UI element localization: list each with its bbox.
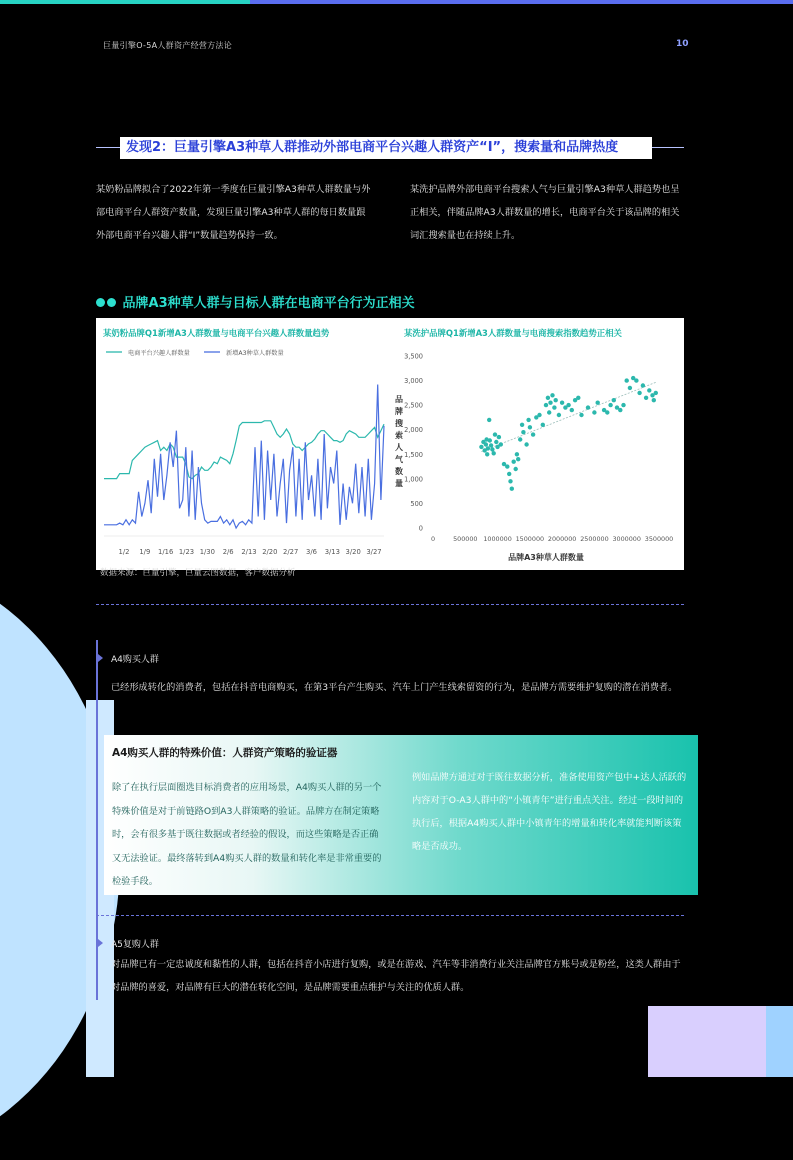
x-tick-label: 3/13	[324, 548, 340, 556]
caret-right-icon	[98, 939, 103, 947]
y-axis-title-char: 牌	[395, 407, 403, 416]
chart2-title: 某洗护品牌Q1新增A3人群数量与电商搜索指数趋势正相关	[404, 328, 622, 338]
caret-right-icon	[98, 654, 103, 662]
bullet-dot-icon	[107, 298, 116, 307]
y-axis-title-char: 数	[395, 467, 403, 476]
trendline	[481, 382, 655, 451]
scatter-point	[552, 405, 556, 409]
x-tick-label: 500000	[453, 535, 478, 543]
page-number: 10	[676, 39, 689, 49]
scatter-point	[528, 425, 532, 429]
scatter-point	[531, 432, 535, 436]
scatter-point	[592, 410, 596, 414]
scatter-point	[557, 413, 561, 417]
scatter-point	[586, 405, 590, 409]
scatter-point	[499, 442, 503, 446]
y-axis-title-char: 人	[395, 443, 403, 452]
x-tick-label: 3/20	[345, 548, 361, 556]
x-tick-label: 3000000	[612, 535, 641, 543]
y-axis-title-char: 搜	[395, 419, 403, 428]
scatter-point	[544, 403, 548, 407]
scatter-point	[554, 398, 558, 402]
scatter-point	[484, 442, 488, 446]
y-tick-label: 500	[410, 499, 423, 508]
legend-label: 电商平台兴趣人群数量	[128, 350, 190, 357]
scatter-point	[492, 451, 496, 455]
scatter-point	[641, 383, 645, 387]
top-accent-bar-teal	[0, 0, 250, 4]
scatter-point	[507, 472, 511, 476]
scatter-point	[520, 423, 524, 427]
x-tick-label: 1500000	[515, 535, 545, 543]
scatter-point	[612, 398, 616, 402]
y-tick-label: 3,000	[404, 377, 423, 386]
series-line	[104, 421, 384, 479]
scatter-point	[508, 479, 512, 483]
scatter-point	[514, 467, 518, 471]
scatter-point	[608, 403, 612, 407]
decorative-block-purple	[648, 1006, 766, 1077]
scatter-point	[566, 403, 570, 407]
y-tick-label: 2,000	[404, 426, 423, 435]
scatter-point	[510, 487, 514, 491]
scatter-point	[487, 418, 491, 422]
scatter-point	[576, 396, 580, 400]
scatter-point	[644, 396, 648, 400]
section-title	[96, 292, 415, 311]
x-tick-label: 1/9	[139, 548, 151, 556]
series-line	[104, 385, 384, 529]
line-chart	[96, 338, 391, 570]
scatter-point	[548, 401, 552, 405]
decorative-block-blue	[766, 1006, 793, 1077]
legend-label: 新增A3种草人群数量	[226, 350, 284, 357]
scatter-point	[570, 408, 574, 412]
x-tick-label: 1/23	[178, 548, 195, 556]
y-axis-title-char: 品	[395, 395, 403, 404]
dashed-divider	[96, 915, 684, 916]
y-axis-title-char: 气	[395, 455, 403, 464]
scatter-point	[526, 418, 530, 422]
y-axis-title-char: 量	[395, 479, 403, 488]
scatter-point	[489, 443, 493, 447]
x-axis-title: 品牌A3种草人群数量	[508, 553, 584, 562]
scatter-point	[605, 410, 609, 414]
scatter-point	[541, 423, 545, 427]
x-tick-label: 1000000	[483, 535, 512, 543]
scatter-point	[621, 403, 625, 407]
y-tick-label: 3,500	[404, 352, 423, 361]
scatter-point	[596, 401, 600, 405]
bullet-dot-icon	[96, 298, 105, 307]
scatter-point	[560, 401, 564, 405]
scatter-point	[628, 386, 632, 390]
running-header: 巨量引擎O-5A人群资产经营方法论	[103, 41, 233, 50]
feature-callout-right-text: 例如品牌方通过对于既往数据分析，准备使用资产包中+达人活跃的内容对于O-A3人群中的“小镇青年”进行重点关注。经过一段时间的执行后，根据A4购买人群中小镇青年的增量和转化率就能判断该策略是否成功。	[412, 772, 687, 852]
scatter-point	[579, 413, 583, 417]
scatter-point	[493, 432, 497, 436]
scatter-point	[497, 435, 501, 439]
intro-paragraph-left: 某奶粉品牌拟合了2022年第一季度在巨量引擎A3种草人群数量与外部电商平台人群资产数量，发现巨量引擎A3种草人群的每日数量跟外部电商平台兴趣人群“I”数量趋势保持一致。	[96, 184, 371, 241]
scatter-point	[521, 430, 525, 434]
a5-heading: A5复购人群	[111, 940, 159, 950]
scatter-point	[618, 408, 622, 412]
scatter-point	[547, 410, 551, 414]
x-tick-label: 2/6	[222, 548, 234, 556]
scatter-point	[505, 464, 509, 468]
y-axis-title-char: 索	[395, 431, 403, 440]
a5-description: 对品牌已有一定忠诚度和黏性的人群，包括在抖音小店进行复购，或是在游戏、汽车等非消费行业关注品牌官方账号或是粉丝，这类人群由于对品牌的喜爱，对品牌有巨大的潜在转化空间，是品牌需要重点维护与关注的优质人群。	[111, 959, 681, 993]
section-title-text: 品牌A3种草人群与目标人群在电商平台行为正相关	[122, 296, 415, 311]
a4-description: 已经形成转化的消费者，包括在抖音电商购买，在第3平台产生购买、汽车上门产生线索留资的行为，是品牌方需要维护复购的潜在消费者。	[111, 682, 678, 693]
finding-title: 发现2：巨量引擎A3种草人群推动外部电商平台兴趣人群资产“I”，搜索量和品牌热度	[120, 137, 652, 159]
y-tick-label: 0	[418, 524, 423, 533]
scatter-point	[524, 442, 528, 446]
scatter-point	[550, 393, 554, 397]
scatter-point	[479, 445, 483, 449]
scatter-point	[516, 457, 520, 461]
charts-panel	[96, 318, 684, 570]
scatter-point	[515, 452, 519, 456]
scatter-point	[647, 388, 651, 392]
scatter-point	[490, 447, 494, 451]
x-tick-label: 0	[430, 535, 436, 543]
x-tick-label: 2/13	[241, 548, 257, 556]
x-tick-label: 1/16	[158, 548, 174, 556]
feature-callout-left-text: 除了在执行层面圈选目标消费者的应用场景，A4购买人群的另一个特殊价值是对于前链路O到A3人群策略的验证。品牌方在制定策略时，会有很多基于既往数据或者经验的假设，而这些策略是否正确又无法验证。最终落转到A4购买人群的数量和转化率是非常重要的检验手段。	[112, 782, 382, 887]
a4-heading: A4购买人群	[111, 655, 159, 665]
x-tick-label: 3/6	[306, 548, 317, 556]
scatter-point	[518, 437, 522, 441]
scatter-point	[634, 378, 638, 382]
x-tick-label: 3500000	[644, 535, 674, 543]
y-tick-label: 2,500	[404, 401, 423, 410]
y-tick-label: 1,500	[404, 450, 423, 459]
scatter-point	[512, 460, 516, 464]
x-tick-label: 2/27	[283, 548, 299, 556]
chart-source-note: 数据来源：巨量引擎，巨量云图数据，客户数据分析	[100, 568, 296, 578]
scatter-chart	[391, 338, 684, 570]
scatter-point	[494, 440, 498, 444]
top-accent-bar-blue	[250, 0, 793, 4]
x-tick-label: 3/27	[366, 548, 382, 556]
x-tick-label: 2500000	[580, 535, 609, 543]
scatter-point	[625, 378, 629, 382]
x-tick-label: 2/20	[262, 548, 278, 556]
scatter-point	[654, 391, 658, 395]
chart1-title: 某奶粉品牌Q1新增A3人群数量与电商平台兴趣人群数量趋势	[103, 328, 330, 338]
scatter-point	[546, 396, 550, 400]
scatter-point	[488, 438, 492, 442]
feature-callout-title: A4购买人群的特殊价值：人群资产策略的验证器	[112, 747, 338, 759]
scatter-point	[637, 391, 641, 395]
y-tick-label: 1,000	[404, 475, 423, 484]
intro-paragraph-right: 某洗护品牌外部电商平台搜索人气与巨量引擎A3种草人群趋势也呈正相关，伴随品牌A3人群数量的增长，电商平台关于该品牌的相关词汇搜索量也在持续上升。	[410, 184, 680, 241]
x-tick-label: 1/30	[199, 548, 215, 556]
scatter-point	[652, 398, 656, 402]
scatter-point	[486, 446, 490, 450]
x-tick-label: 2000000	[547, 535, 577, 543]
finding-rule-right	[652, 147, 684, 148]
scatter-point	[537, 413, 541, 417]
dashed-divider	[96, 604, 684, 605]
finding-rule-left	[96, 147, 120, 148]
scatter-point	[485, 452, 489, 456]
x-tick-label: 1/2	[118, 548, 130, 556]
